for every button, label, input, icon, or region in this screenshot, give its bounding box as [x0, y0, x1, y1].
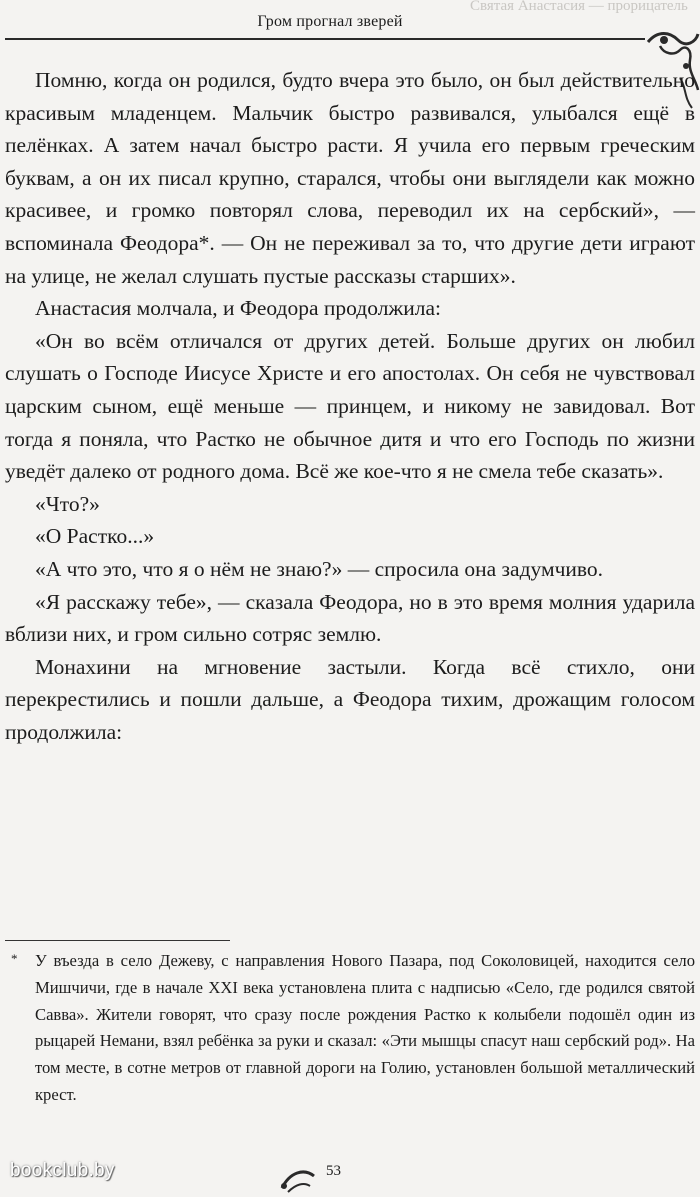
running-title: Гром прогнал зверей	[257, 13, 403, 30]
footnote-rule	[5, 940, 230, 941]
main-text	[5, 64, 695, 748]
paragraph: «Что?»	[35, 491, 100, 516]
paragraph: Помню, когда он родился, будто вчера это было, он был действительно красивым младенцем. Мальчик быстро развивался, улыбался ещё в пелёнках. А затем начал быстро расти. Я учила его первым греческим буквам, а он их писал крупно, старался, чтобы они выглядели как можно красивее, и громко повторял слова, переводил их на сербский», — вспоминала Феодора*. — Он не переживал за то, что другие дети играют на улице, не желал слушать пустые рассказы старших».	[5, 68, 695, 288]
paragraph: Монахини на мгновение застыли. Когда всё стихло, они перекрестились и пошли дальше, а Феодора тихим, дрожащим голосом продолжила:	[5, 654, 695, 744]
footnote-mark: *	[11, 951, 18, 966]
bottom-ornament-icon	[270, 1158, 380, 1197]
footnote-text: У въезда в село Дежеву, с направления Нового Пазара, под Соколовицей, находится село Мишчичи, где в начале XXI века установлена плита с надписью «Село, где родился святой Савва». Жители говорят, что сразу после рождения Растко к колыбели подошёл один из рыцарей Немани, взял ребёнка за руки и сказал: «Эти мышцы спасут наш сербский род». На том месте, в сотне метров от главной дороги на Голию, установлен большой металлический крест.	[35, 951, 695, 1104]
paragraph: «А что это, что я о нём не знаю?» — спросила она задумчиво.	[35, 556, 604, 581]
paragraph: Анастасия молчала, и Феодора продолжила:	[35, 296, 442, 321]
footnote	[5, 948, 695, 1109]
paragraph: «Он во всём отличался от других детей. Больше других он любил слушать о Господе Иисусе Христе и его апостолах. Он себя не чувствовал царским сыном, ещё меньше — принцем, и никому не завидовал. Вот тогда я поняла, что Растко не обычное дитя и что его Господь по жизни уведёт далеко от родного дома. Всё же кое-что я не смела тебе сказать».	[5, 328, 695, 484]
paragraph: «Я расскажу тебе», — сказала Феодора, но в это время молния ударила вблизи них, и гром сильно сотряс землю.	[5, 589, 695, 647]
header-rule	[5, 38, 645, 40]
paragraph: «О Растко...»	[35, 524, 155, 549]
page-number: 53	[326, 1163, 341, 1179]
bleed-through-text: Святая Анастасия — прорицатель	[470, 0, 688, 14]
watermark: bookclub.by	[10, 1160, 115, 1181]
